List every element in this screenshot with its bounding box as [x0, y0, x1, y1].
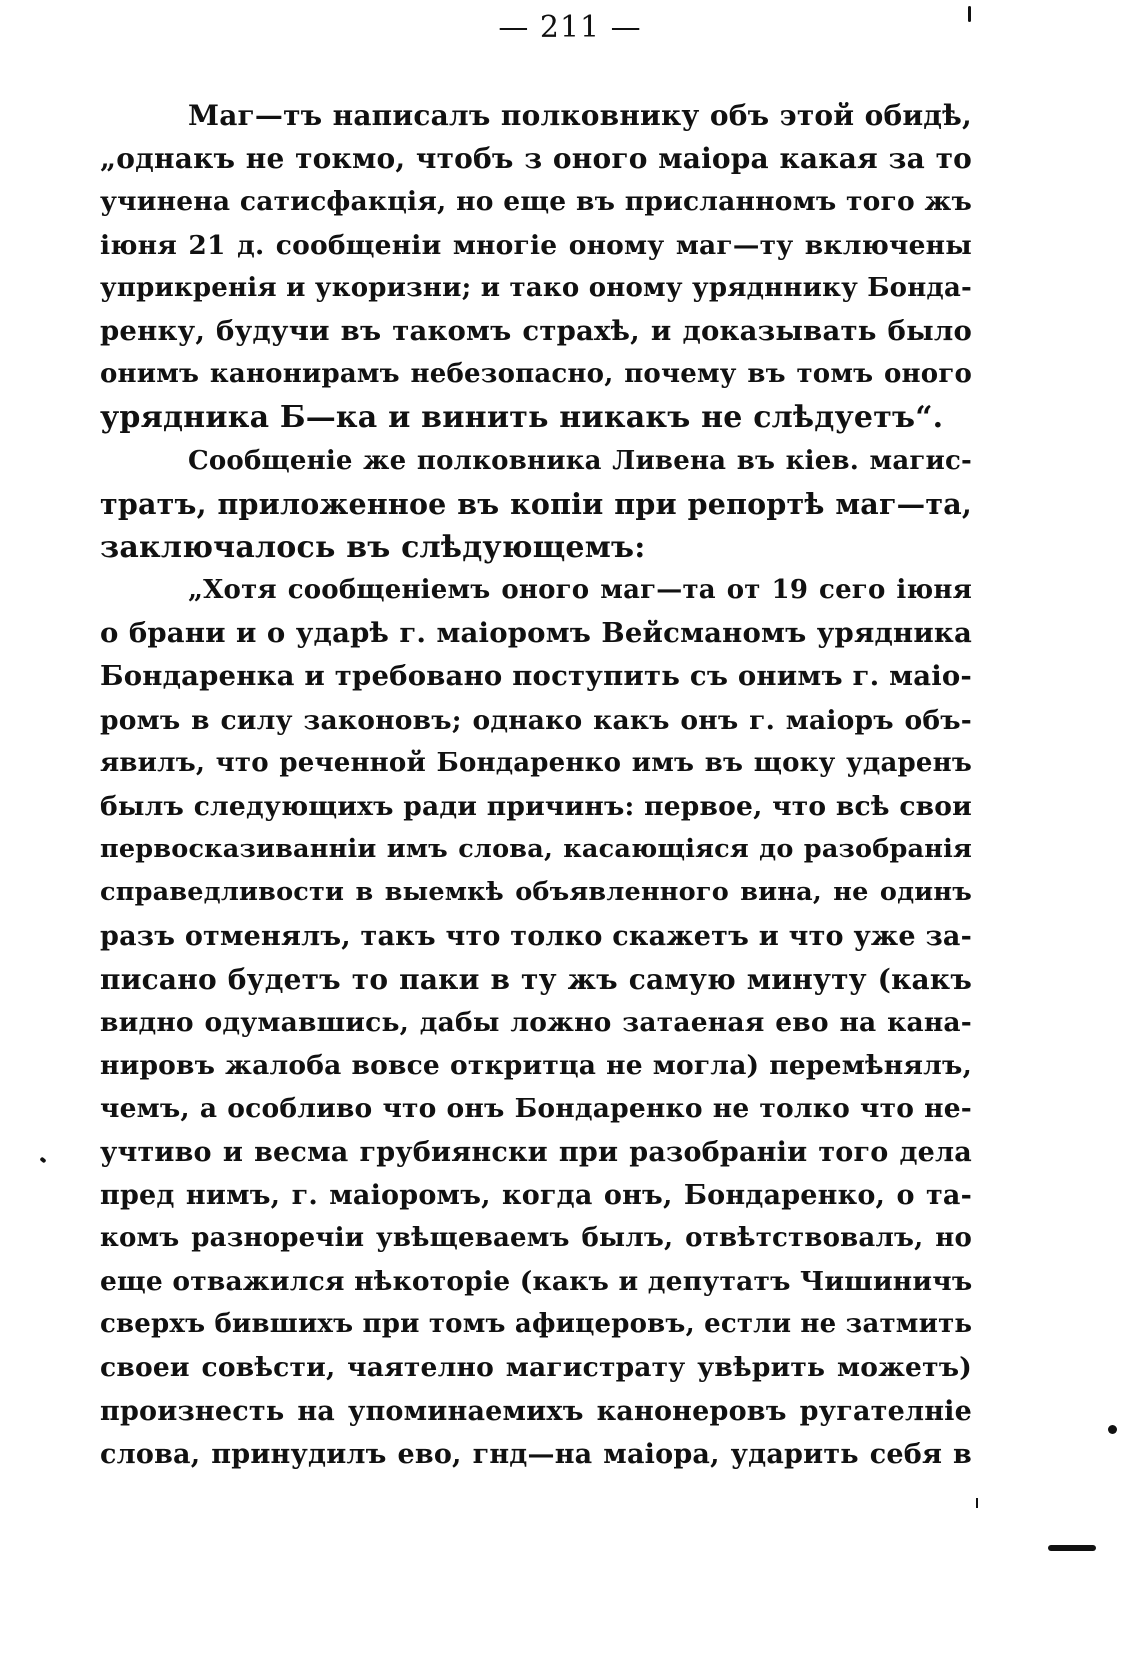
text-line: произнесть на упоминаемихъ канонеровъ ругателніе [100, 1395, 972, 1427]
text-line: своеи совѣсти, чаятелно магистрату увѣрить можетъ) [100, 1352, 972, 1384]
text-line: писано будетъ то паки в ту жъ самую минуту (какъ [100, 962, 972, 996]
text-line: разъ отменялъ, такъ что толко скажетъ и что уже за- [100, 920, 972, 952]
text-line: комъ разноречіи увѣщеваемъ былъ, отвѣтствовалъ, но [100, 1222, 972, 1253]
scan-speck [1048, 1545, 1096, 1551]
text-line: тратъ, приложенное въ копіи при репортѣ маг—та, [100, 486, 972, 521]
text-line: „Хотя сообщеніемъ оного маг—та от 19 сего іюня [188, 575, 972, 606]
text-line: Бондаренка и требовано поступить съ онимъ г. маіо- [100, 660, 973, 693]
text-line: пред нимъ, г. маіоромъ, когда онъ, Бондаренко, о та- [100, 1179, 972, 1211]
text-line: видно одумавшись, дабы ложно затаеная ево на кана- [100, 1006, 972, 1038]
text-line: ромъ в силу законовъ; однако какъ онъ г. маіоръ объ- [100, 704, 972, 736]
text-line: „однакъ не токмо, чтобъ з оного маіора какая за то [100, 142, 972, 176]
scan-speck [39, 1157, 46, 1164]
scan-speck [1108, 1425, 1117, 1434]
text-line: еще отважился нѣкоторіе (какъ и депутатъ Чишиничъ [100, 1266, 973, 1298]
scan-speck [976, 1498, 978, 1508]
text-line: справедливости в выемкѣ объявленного вина, не одинъ [100, 877, 972, 908]
text-line: явилъ, что реченной Бондаренко имъ въ щоку ударенъ [100, 747, 972, 778]
page-number: — 211 — [498, 10, 642, 45]
text-line: уприкренія и укоризни; и тако оному урядннику Бонда- [100, 272, 972, 303]
text-line: учинена сатисфакція, но еще въ присланномъ того жъ [100, 186, 972, 218]
text-line: сверхъ бившихъ при томъ афицеровъ, естли не затмить [100, 1309, 973, 1340]
text-line: іюня 21 д. сообщеніи многіе оному маг—ту включены [100, 229, 972, 261]
body-text [100, 94, 972, 1476]
text-line: онимъ канонирамъ небезопасно, почему въ томъ оного [100, 359, 972, 390]
text-line: Сообщеніе же полковника Ливена въ кіев. магис- [188, 445, 972, 476]
text-line: ренку, будучи въ такомъ страхѣ, и доказывать было [100, 314, 972, 347]
text-line: слова, принудилъ ево, гнд—на маіора, ударить себя в [100, 1438, 972, 1470]
scan-speck [968, 6, 971, 22]
text-line: заключалось въ слѣдующемъ: [100, 529, 646, 565]
text-line: былъ следующихъ ради причинъ: первое, что всѣ свои [100, 791, 972, 822]
text-line: Маг—тъ написалъ полковнику объ этой обидѣ, [188, 99, 972, 132]
text-line: урядника Б—ка и винить никакъ не слѣдуетъ“. [100, 400, 944, 436]
text-line: нировъ жалоба вовсе откритца не могла) перемѣнялъ, [100, 1050, 972, 1082]
text-line: о брани и о ударѣ г. маіоромъ Вейсманомъ урядника [100, 617, 972, 650]
text-line: учтиво и весма грубиянски при разобраніи того дела [100, 1136, 972, 1168]
text-line: первосказиванніи имъ слова, касающіяся до разобранія [100, 834, 972, 865]
text-line: чемъ, а особливо что онъ Бондаренко не толко что не- [100, 1093, 972, 1125]
